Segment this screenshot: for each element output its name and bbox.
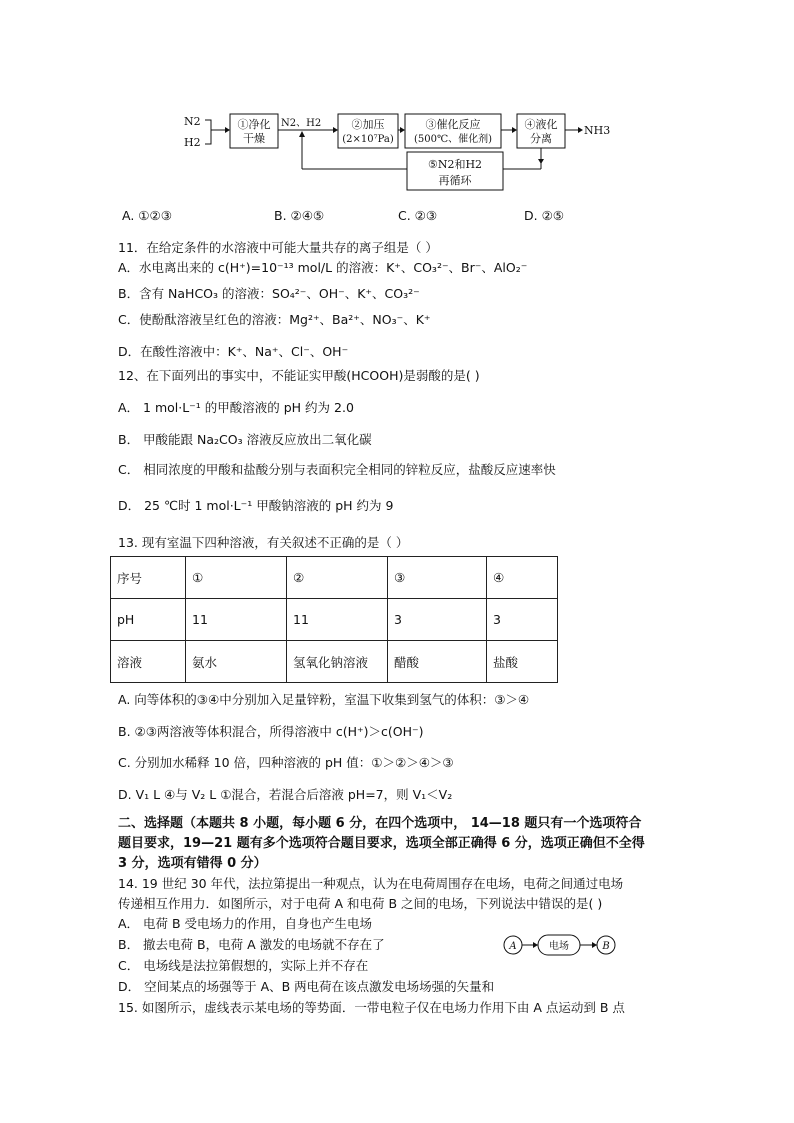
table-cell: 氢氧化钠溶液: [287, 641, 388, 683]
q11-stem: 11．在给定条件的水溶液中可能大量共存的离子组是（ ）: [118, 240, 438, 255]
svg-text:⑤N2和H2: ⑤N2和H2: [427, 158, 483, 171]
q14-option-b: B． 撤去电荷 B，电荷 A 激发的电场就不存在了: [118, 937, 385, 952]
q14-stem-line1: 14. 19 世纪 30 年代，法拉第提出一种观点，认为在电荷周围存在电场，电荷之间通过电场: [118, 876, 624, 891]
table-cell: ④: [487, 557, 558, 599]
q12-option-d: D． 25 ℃时 1 mol·L⁻¹ 甲酸钠溶液的 pH 约为 9: [118, 498, 394, 513]
table-cell: ②: [287, 557, 388, 599]
svg-text:①净化: ①净化: [237, 118, 271, 131]
q13-option-b: B. ②③两溶液等体积混合，所得溶液中 c(H⁺)＞c(OH⁻): [118, 724, 424, 739]
table-cell: 盐酸: [487, 641, 558, 683]
q10-option-a: A. ①②③: [122, 208, 172, 223]
q12-option-b: B． 甲酸能跟 Na₂CO₃ 溶液反应放出二氧化碳: [118, 432, 372, 447]
svg-text:④液化: ④液化: [524, 118, 558, 131]
table-cell: 11: [186, 599, 287, 641]
q13-option-a: A. 向等体积的③④中分别加入足量锌粉，室温下收集到氢气的体积：③＞④: [118, 692, 530, 707]
svg-text:分离: 分离: [530, 132, 552, 145]
mid-label: N2、H2: [281, 118, 322, 129]
table-cell: ③: [388, 557, 487, 599]
table-cell: 溶液: [111, 641, 186, 683]
table-cell: 醋酸: [388, 641, 487, 683]
q12-option-c: C． 相同浓度的甲酸和盐酸分别与表面积完全相同的锌粒反应，盐酸反应速率快: [118, 462, 556, 477]
charge-field-figure: [500, 930, 620, 960]
q10-option-b: B. ②④⑤: [274, 208, 325, 223]
table-cell: 3: [388, 599, 487, 641]
q11-option-d: D．在酸性溶液中：K⁺、Na⁺、Cl⁻、OH⁻: [118, 344, 349, 359]
table-cell: 3: [487, 599, 558, 641]
table-cell: pH: [111, 599, 186, 641]
q11-option-b: B．含有 NaHCO₃ 的溶液：SO₄²⁻、OH⁻、K⁺、CO₃²⁻: [118, 286, 420, 301]
section2-line1: 二、选择题（本题共 8 小题，每小题 6 分，在四个选项中， 14—18 题只有一个选项符合: [118, 816, 642, 831]
field-label: 电场: [549, 941, 569, 952]
q12-stem: 12、在下面列出的事实中，不能证实甲酸(HCOOH)是弱酸的是( ): [118, 368, 480, 383]
section2-line3: 3 分，选项有错得 0 分）: [118, 856, 267, 871]
table-row: [111, 557, 558, 599]
table-cell: 11: [287, 599, 388, 641]
section2-line2: 题目要求，19—21 题有多个选项符合题目要求，选项全部正确得 6 分，选项正确但不全得: [118, 836, 645, 851]
q14-option-a: A． 电荷 B 受电场力的作用，自身也产生电场: [118, 916, 373, 931]
process-flow-diagram: [175, 108, 615, 194]
svg-text:(500℃、催化剂): (500℃、催化剂): [413, 134, 493, 145]
input-h2: H2: [184, 136, 201, 149]
table-cell: ①: [186, 557, 287, 599]
svg-text:(2×10⁷Pa): (2×10⁷Pa): [342, 134, 394, 145]
svg-text:③催化反应: ③催化反应: [425, 118, 481, 131]
charge-a-label: A: [509, 941, 517, 952]
q12-option-a: A． 1 mol·L⁻¹ 的甲酸溶液的 pH 约为 2.0: [118, 400, 354, 415]
q14-option-d: D． 空间某点的场强等于 A、B 两电荷在该点激发电场场强的矢量和: [118, 979, 495, 994]
svg-text:干燥: 干燥: [243, 132, 265, 145]
svg-text:再循环: 再循环: [438, 174, 472, 187]
svg-text:②加压: ②加压: [351, 118, 385, 131]
q13-option-c: C. 分别加水稀释 10 倍，四种溶液的 pH 值：①＞②＞④＞③: [118, 755, 454, 770]
output-nh3: NH3: [584, 124, 611, 137]
q14-option-c: C． 电场线是法拉第假想的，实际上并不存在: [118, 958, 369, 973]
q13-solution-table: [110, 556, 558, 683]
charge-b-label: B: [602, 941, 610, 952]
input-n2: N2: [184, 115, 201, 128]
q11-option-a: A．水电离出来的 c(H⁺)=10⁻¹³ mol/L 的溶液：K⁺、CO₃²⁻、Br⁻、AlO₂⁻: [118, 260, 528, 275]
table-cell: 序号: [111, 557, 186, 599]
q14-stem-line2: 传递相互作用力．如图所示，对于电荷 A 和电荷 B 之间的电场，下列说法中错误的是( ): [118, 896, 603, 911]
q13-stem: 13. 现有室温下四种溶液，有关叙述不正确的是（ ）: [118, 535, 409, 550]
table-row: [111, 641, 558, 683]
q10-option-d: D. ②⑤: [524, 208, 564, 223]
q10-option-c: C. ②③: [398, 208, 438, 223]
table-row: [111, 599, 558, 641]
q11-option-c: C．使酚酞溶液呈红色的溶液：Mg²⁺、Ba²⁺、NO₃⁻、K⁺: [118, 312, 431, 327]
table-cell: 氨水: [186, 641, 287, 683]
q13-option-d: D. V₁ L ④与 V₂ L ①混合，若混合后溶液 pH=7，则 V₁＜V₂: [118, 787, 453, 802]
q15-stem: 15. 如图所示，虚线表示某电场的等势面．一带电粒子仅在电场力作用下由 A 点运动到 B 点: [118, 1000, 625, 1015]
